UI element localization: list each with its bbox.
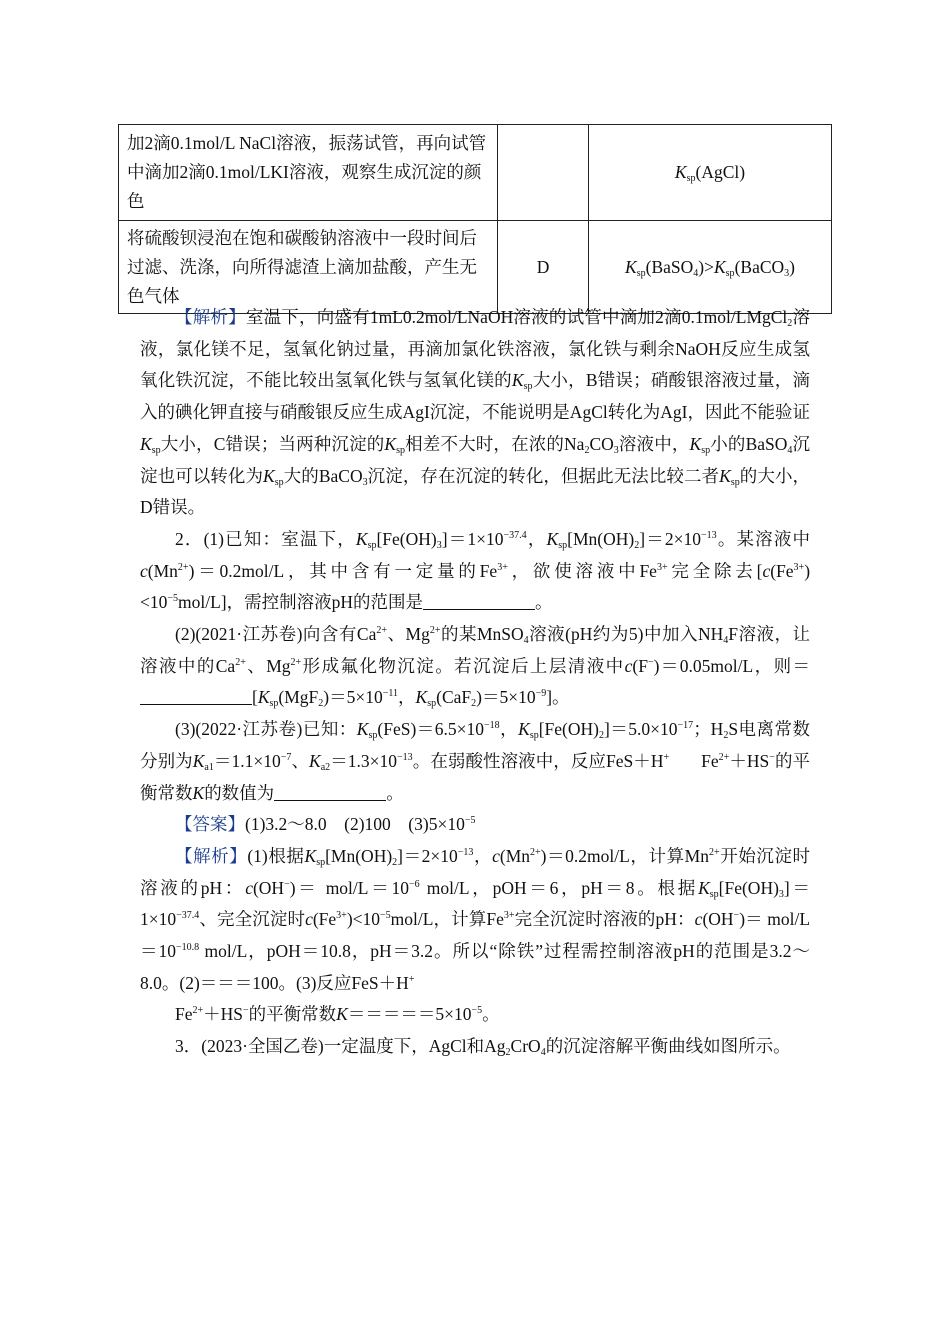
answer-blank bbox=[274, 780, 386, 801]
document-body bbox=[140, 302, 810, 1063]
analysis-label: 【解析】 bbox=[175, 845, 248, 866]
analysis-label: 【解析】 bbox=[175, 307, 246, 327]
experiment-table bbox=[118, 124, 832, 314]
table-row bbox=[119, 125, 832, 221]
experiment-cell: 将硫酸钡浸泡在饱和碳酸钠溶液中一段时间后过滤、洗涤，向所得滤渣上滴加盐酸，产生无色气体 bbox=[119, 221, 498, 314]
conclusion-cell: $K_{sp}(BaSO_4)>K_{sp}(BaCO_3)$ bbox=[589, 221, 832, 314]
option-cell: D bbox=[498, 221, 589, 314]
question-3: 3．(2023·全国乙卷)一定温度下，AgCl和$Ag_2CrO_4$的沉淀溶解平衡曲线如图所示。 bbox=[175, 1036, 791, 1059]
answer-blank bbox=[423, 589, 535, 610]
table-row bbox=[119, 221, 832, 314]
answer-paragraph: 【答案】(1)3.2～8.0 (2)100 $(3)5\times 10^{-5}$ bbox=[175, 814, 476, 835]
question-2-part-2: (2)(2021·江苏卷)向含有$Ca^{2+}$、$Mg^{2+}$的某MnSO$_4$溶液(pH约为5)中加入$NH_4F$溶液，让溶液中的$Ca^{2+}$、$Mg^{2+}$形成氟化物沉淀。若沉淀后上层清液中c(F−)＝0.05mol/L，则$=[K_{sp}(MgF_2)=5\times 10^{-11}$，$K_{sp}(CaF_2)=5\times 10^{-9}$]。 bbox=[140, 624, 811, 710]
conclusion-cell: $K_{sp}(AgCl)$ bbox=[589, 125, 832, 221]
option-cell bbox=[498, 125, 589, 221]
question-2-part-1: 2．(1)已知：室温下，$K_{sp}[Fe(OH)_3]=1\times 10^{-37.4}$，$K_{sp}[Mn(OH)_2]=2\times 10^{-13}$。某溶液中$c(Mn^{2+})=0.2mol/L$，其中含有一定量的$Fe^{3+}$，欲使溶液中$Fe^{3+}$完全除去$[c(Fe^{3+})<10^{-5}mol/L]$，需控制溶液pH的范围是 。 bbox=[140, 528, 811, 613]
analysis-paragraph-2: 【解析】(1)根据$K_{sp}[Mn(OH)_2]=2\times 10^{-13}$，$c(Mn^{2+})=0.2mol/L$，计算$Mn^{2+}$开始沉淀时溶液的pH：c(OH−)＝ mol/$L=10^{-6}$ mol/L，pOH＝6，pH＝8。根据$K_{sp}[Fe(OH)_3]=1\times 10^{-37.4}$、完全沉淀时$c(Fe^{3+})<10^{-5}mol/L$，计算$Fe^{3+}$完全沉淀时溶液的pH：c(OH−)＝ mol/$L=10^{-10.8}$ mol/L，pOH＝10.8，pH＝3.2。所以“除铁”过程需控制溶液pH的范围是3.2～8.0。(2)＝＝＝100。(3)反应FeS＋H+ $Fe^{2+}+HS^-$的平衡常数$K=====5\times 10^{-5}$。 bbox=[140, 845, 811, 1025]
analysis-paragraph: 【解析】室温下，向盛有1mL0.2mol/LNaOH溶液的试管中滴加2滴0.1mol/LMgCl$_2$溶液，氯化镁不足，氢氧化钠过量，再滴加氯化铁溶液，氯化铁与剩余NaOH反应生成氢氧化铁沉淀，不能比较出氢氧化铁与氢氧化镁的$K_{sp}$大小，B错误；硝酸银溶液过量，滴入的碘化钾直接与硝酸银反应生成AgI沉淀，不能说明是AgCl转化为AgI，因此不能验证$K_{sp}$大小，C错误；当两种沉淀的$K_{sp}$相差不大时，在浓的$Na_2CO_3$溶液中，$K_{sp}$小的BaSO$_4$沉淀也可以转化为$K_{sp}$大的BaCO$_3$沉淀，存在沉淀的转化，但据此无法比较二者$K_{sp}$的大小，D错误。 bbox=[140, 307, 811, 518]
question-2-part-3: (3)(2022·江苏卷)已知：$K_{sp}(FeS)=6.5\times 10^{-18}$，$K_{sp}[Fe(OH)_2]=5.0\times 10^{-17}$；$H_2S$电离常数分别为$K_{a1}=1.1\times 10^{-7}$、$K_{a2}=1.3\times 10^{-13}$。在弱酸性溶液中，反应FeS＋H+ $Fe^{2+}+HS^-$的平衡常数K的数值为 。 bbox=[140, 719, 811, 803]
experiment-cell: 加2滴0.1mol/L NaCl溶液，振荡试管，再向试管中滴加2滴0.1mol/LKI溶液，观察生成沉淀的颜色 bbox=[119, 125, 498, 221]
answer-label: 【答案】 bbox=[175, 814, 245, 835]
answer-blank bbox=[140, 684, 252, 705]
